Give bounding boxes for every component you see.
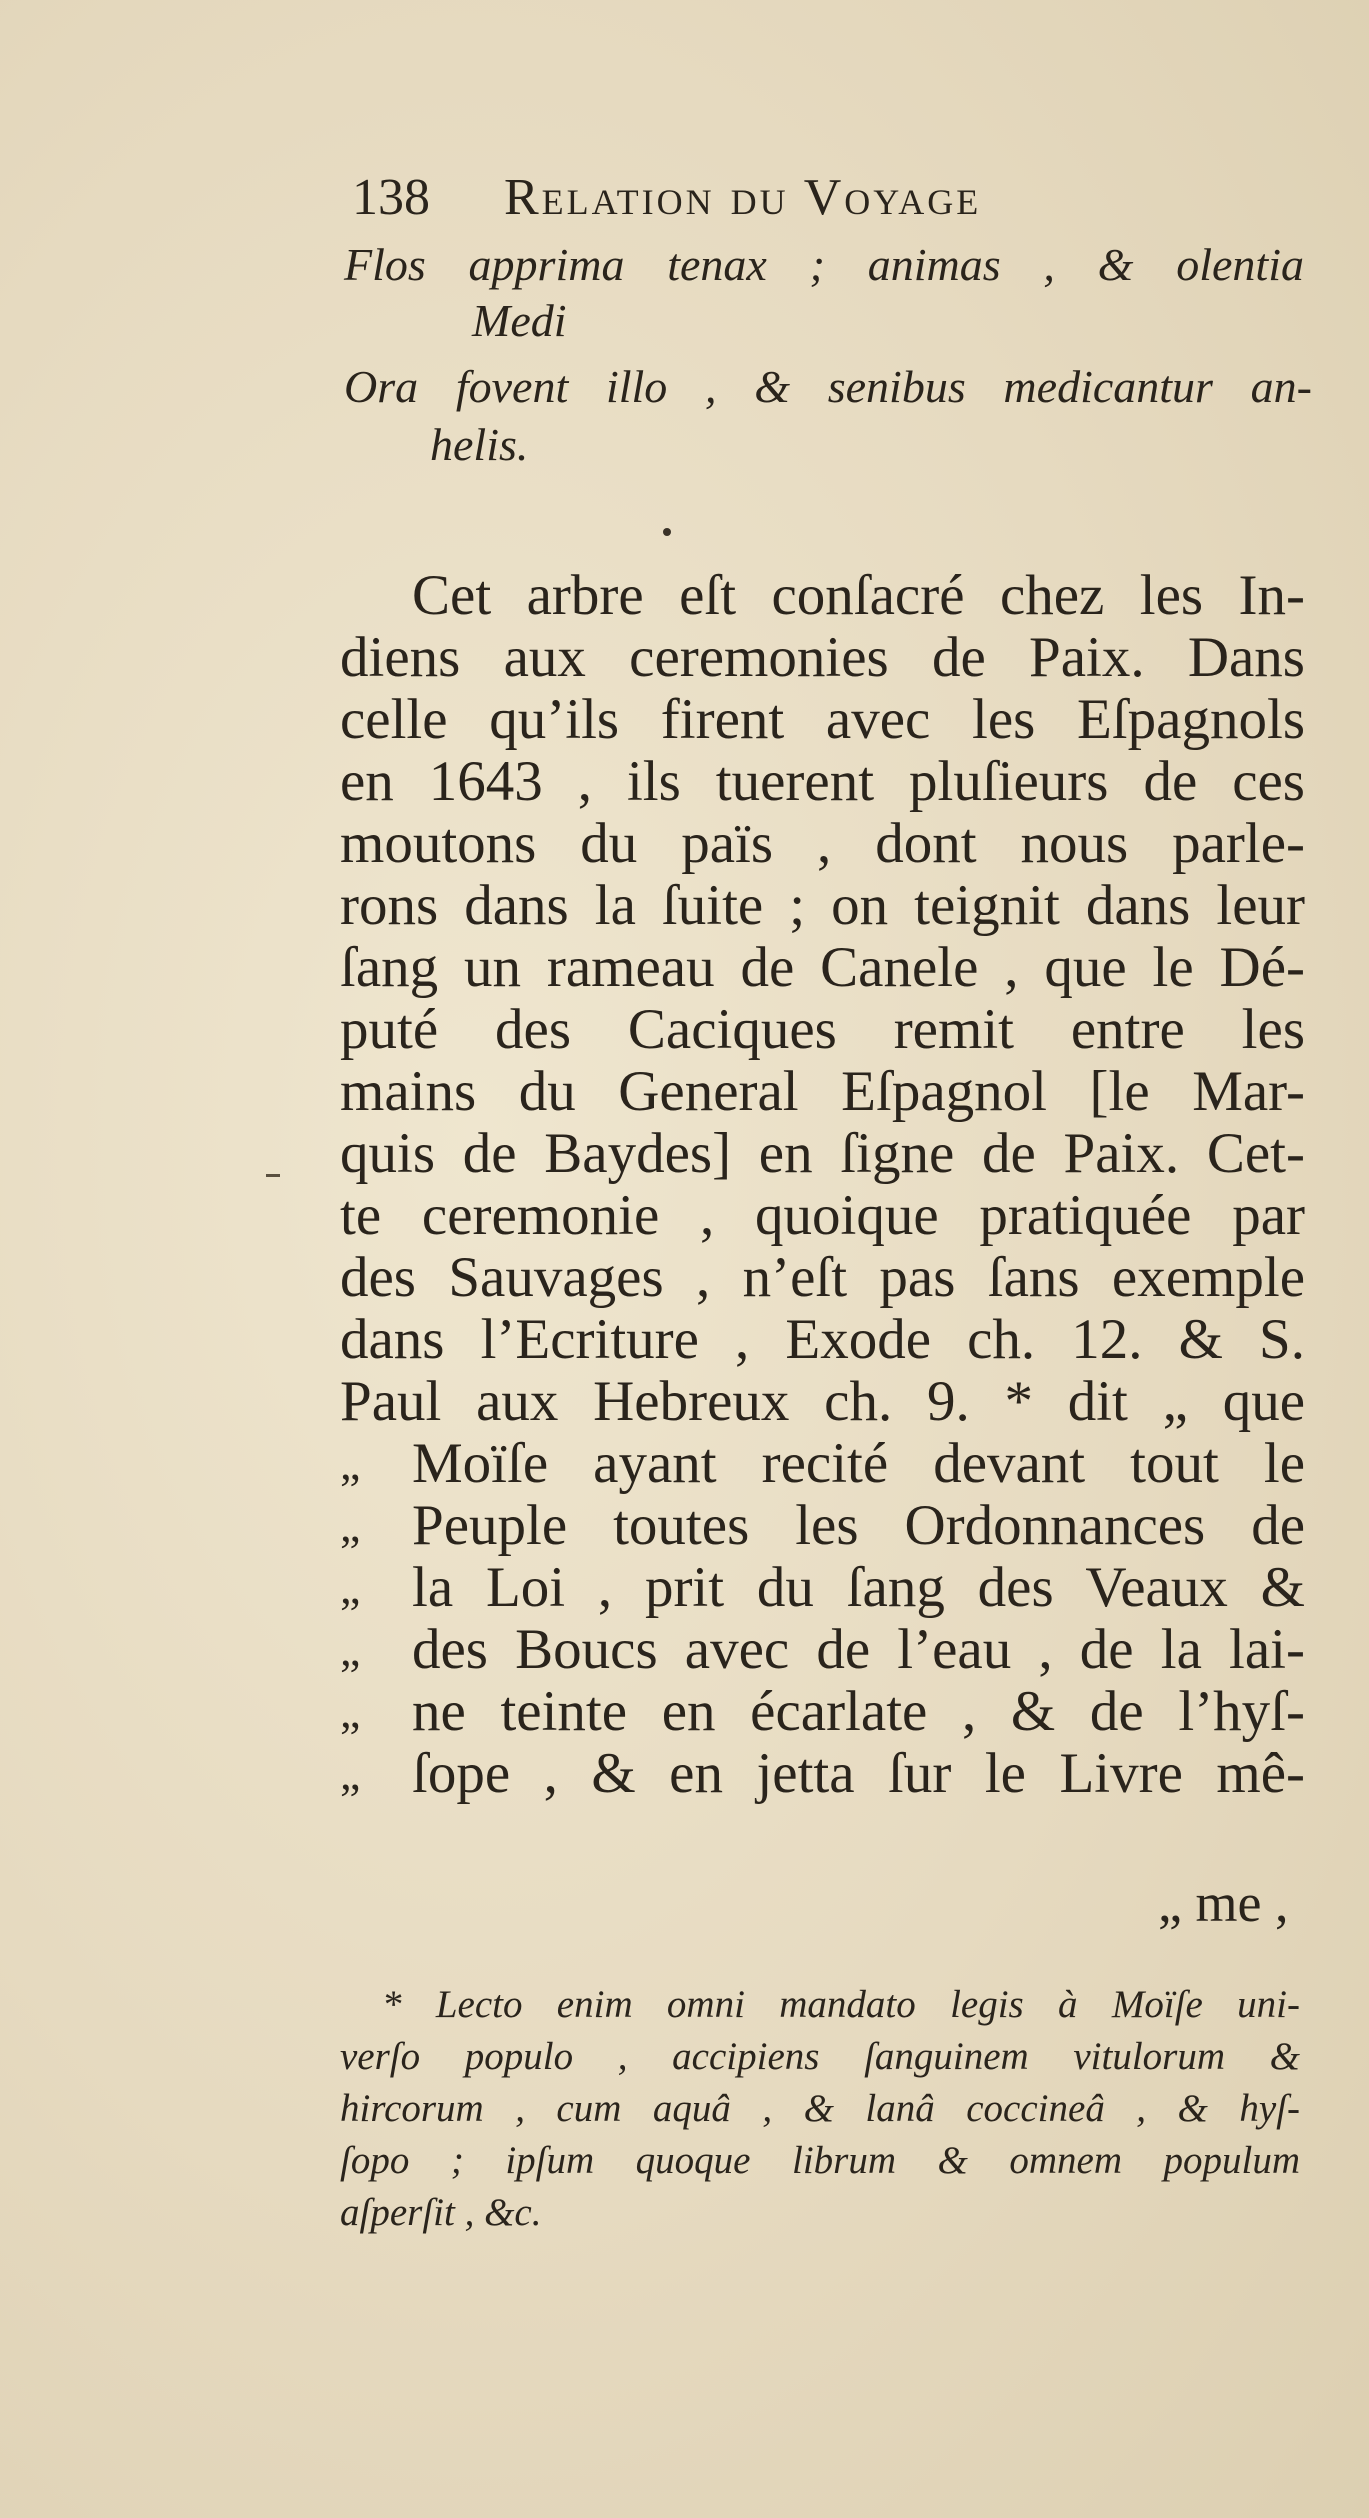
quoted-line <box>340 1434 1305 1494</box>
quote-mark: „ <box>340 1562 361 1613</box>
text-line: quis de Baydes] en ſigne de Paix. Cet- <box>340 1122 1305 1185</box>
quoted-line <box>340 1620 1305 1680</box>
quoted-text: ſope , & en jetta ſur le Livre mê- <box>412 1742 1305 1805</box>
quoted-text: la Loi , prit du ſang des Veaux & <box>412 1556 1305 1619</box>
page-header <box>352 168 1232 238</box>
text-line: mains du General Eſpagnol [le Mar- <box>340 1060 1305 1123</box>
text-line: Paul aux Hebreux ch. 9. * dit „ que <box>340 1370 1305 1433</box>
quote-mark: „ <box>340 1624 361 1675</box>
catchword: „ me , <box>1158 1873 1289 1933</box>
footnote-line: * Lecto enim omni mandato legis à Moïſe uni- <box>382 1983 1300 2026</box>
footnote-line: ſopo ; ipſum quoque librum & omnem populum <box>340 2139 1300 2182</box>
quoted-line <box>340 1682 1305 1742</box>
text-line: puté des Caciques remit entre les <box>340 998 1305 1061</box>
footnote-line: hircorum , cum aquâ , & lanâ coccineâ , & hyſ- <box>340 2087 1300 2130</box>
text-line: en 1643 , ils tuerent pluſieurs de ces <box>340 750 1305 813</box>
quote-line: Flos apprima tenax ; animas , & olentia <box>344 239 1304 290</box>
text-line: des Sauvages , n’eſt pas ſans exemple <box>340 1246 1305 1309</box>
footnote-line: verſo populo , accipiens ſanguinem vitulorum & <box>340 2035 1300 2078</box>
text-line: ſang un rameau de Canele , que le Dé- <box>340 936 1305 999</box>
text-line: celle qu’ils firent avec les Eſpagnols <box>340 688 1305 751</box>
footnote-line: aſperſit , &c. <box>340 2191 542 2234</box>
ornament-dot <box>663 528 671 536</box>
quoted-line <box>340 1558 1305 1618</box>
quoted-text: ne teinte en écarlate , & de l’hyſ- <box>412 1680 1305 1743</box>
quote-mark: „ <box>340 1438 361 1489</box>
quoted-text: des Boucs avec de l’eau , de la lai- <box>412 1618 1305 1681</box>
quote-mark: „ <box>340 1500 361 1551</box>
text-line: rons dans la ſuite ; on teignit dans leur <box>340 874 1305 937</box>
quoted-text: Moïſe ayant recité devant tout le <box>412 1432 1305 1495</box>
text-line: Cet arbre eſt conſacré chez les In- <box>412 564 1305 627</box>
quote-line: Medi <box>472 295 567 346</box>
text-line: dans l’Ecriture , Exode ch. 12. & S. <box>340 1308 1305 1371</box>
text-line: te ceremonie , quoique pratiquée par <box>340 1184 1305 1247</box>
text-line: moutons du païs , dont nous parle- <box>340 812 1305 875</box>
quoted-line <box>340 1496 1305 1556</box>
quote-line: helis. <box>430 419 529 470</box>
text-line: diens aux ceremonies de Paix. Dans <box>340 626 1305 689</box>
quote-mark: „ <box>340 1686 361 1737</box>
page-number: 138 <box>352 169 430 226</box>
quote-mark: „ <box>340 1748 361 1799</box>
margin-mark <box>266 1174 280 1177</box>
quoted-text: Peuple toutes les Ordonnances de <box>412 1494 1305 1557</box>
running-title: Relation du Voyage <box>504 169 982 226</box>
quote-line: Ora fovent illo , & senibus medicantur an- <box>344 361 1312 412</box>
quoted-line <box>340 1744 1305 1804</box>
